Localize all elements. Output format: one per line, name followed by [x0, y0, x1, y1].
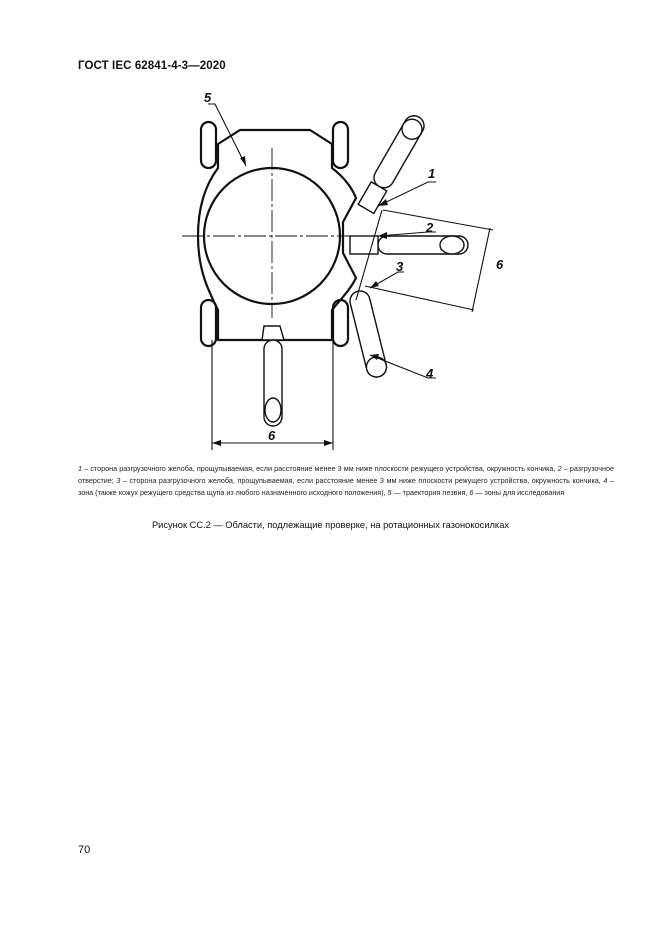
zone6-right-dimension: [472, 228, 490, 312]
arrow-right: [324, 440, 333, 446]
arrow-left: [212, 440, 221, 446]
label-4: 4: [426, 366, 434, 381]
figure-title: Рисунок СС.2 — Области, подлежащие проверке, на ротационных газонокосилках: [151, 520, 510, 530]
probe-lower-right: [348, 289, 389, 379]
zone6-right-edge-top: [383, 210, 493, 230]
wheel-top-left: [201, 122, 216, 168]
zone6-right-edge-bottom: [365, 286, 474, 310]
page-number: 70: [78, 844, 91, 856]
probe-right: [350, 236, 468, 254]
label-5: 5: [204, 90, 212, 105]
figure-legend: 1 – сторона разгрузочного желоба, прощупываемая, если расстояние менее 3 мм ниже плоскости режущего устройства, окружность кончика, 2 – разгрузочное отверстие; 3 – сторона разгрузочного желоба, прощупываемая, если расстояние менее 3 мм ниже плоскости режущего устройства, окружность кончика, 4 – зона (также кожух режущего средства щупа из любого назначенного исходного положения), 5 — траектория лезвия, 6 — зоны для исследования: [78, 464, 614, 497]
label-3: 3: [396, 259, 404, 274]
wheel-top-right: [333, 122, 348, 168]
leader-5: [208, 104, 246, 166]
label-6-bottom: 6: [268, 428, 276, 443]
wheel-bottom-left: [201, 300, 216, 346]
label-2: 2: [426, 220, 434, 235]
document-header: ГОСТ IEC 62841-4-3—2020: [78, 60, 226, 72]
label-1: 1: [428, 166, 436, 181]
label-6-right: 6: [496, 257, 504, 272]
